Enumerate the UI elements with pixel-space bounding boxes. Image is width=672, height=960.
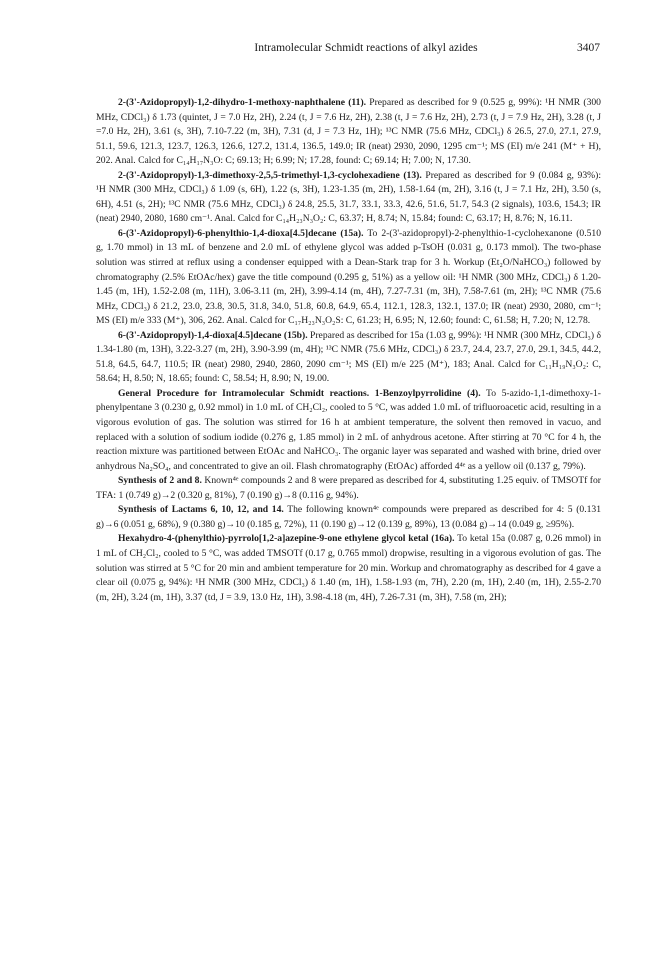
paragraph-text: Prepared as described for 9 (0.525 g, 99%): ¹H NMR (300 MHz, CDCl₃) δ 1.73 (quintet, J = 7.0 Hz, 2H), 2.24 (t, J = 7.6 Hz, 2H), 2.38 (t, J = 7.6 Hz, 2H), 2.73 (t, J = 7.9 Hz, 2H), 3.28 (t, J =7.0 Hz, 2H), 3.61 (s, 3H), 7.10-7.22 (m, 3H), 7.31 (d, J = 7.3 Hz, 1H); ¹³C NMR (75.6 MHz, CDCl₃) δ 26.5, 27.0, 27.1, 27.9, 51.1, 59.6, 121.3, 123.7, 126.3, 126.6, 127.2, 131.4, 136.5, 149.0; IR (neat) 2930, 2090, 1295 cm⁻¹; MS (EI) m/e 241 (M⁺ + H), 202. Anal. Calcd for C₁₄H₁₇N₃O: C; 69.13; H; 6.99; N; 17.28, found: C; 69.14; H; 7.00; N, 17.30. [96,97,601,167]
paragraph-heading: Synthesis of 2 and 8. [118,475,202,487]
paragraph-text: Prepared as described for 9 (0.084 g, 93%): ¹H NMR (300 MHz, CDCl₃) δ 1.09 (s, 6H), 1.22 (s, 3H), 1.23-1.35 (m, 2H), 1.58-1.64 (m, 2H), 3.16 (t, J = 7.1 Hz, 2H), 3.50 (s, 6H), 4.51 (s, 2H); ¹³C NMR (75.6 MHz, CDCl₃) δ 24.8, 25.5, 31.7, 33.1, 33.3, 42.6, 51.6, 51.7, 54.3 (2 signals), 103.6, 154.3; IR (neat) 2940, 2080, 1680 cm⁻¹. Anal. Calcd for C₁₄H₂₃N₃O₂: C, 63.37; H, 8.74; N, 15.84; found: C, 63.17; H, 8.76; N, 16.11. [96,169,602,225]
paragraph-text: Prepared as described for 15a (1.03 g, 99%): ¹H NMR (300 MHz, CDCl₃) δ 1.34-1.80 (m, 13H), 3.22-3.27 (m, 2H), 3.90-3.99 (m, 4H); ¹³C NMR (75.6 MHz, CDCl₃) δ 23.7, 24.4, 23.7, 27.0, 29.1, 34.5, 44.2, 51.8, 64.5, 64.7, 110.5; IR (neat) 2980, 2940, 2860, 2090 cm⁻¹; MS (EI) m/e 225 (M⁺), 183; Anal. Calcd for C₁₁H₁₉N₃O₂: C, 58.64; H, 8.50; N, 18.65; found: C, 58.54; H, 8.90; N, 19.00. [96,329,601,385]
paragraph-heading: 2-(3'-Azidopropyl)-1,3-dimethoxy-2,5,5-trimethyl-1,3-cyclohexadiene (13). [118,169,422,181]
experimental-body [96,96,601,605]
paragraph-text: Known⁴ᵉ compounds 2 and 8 were prepared as described for 4, substituting 1.25 equiv. of TMSOTf for TFA: 1 (0.749 g)→2 (0.320 g, 81%), 7 (0.190 g)→8 (0.116 g, 94%). [96,475,601,501]
paragraph-heading: 6-(3'-Azidopropyl)-1,4-dioxa[4.5]decane (15b). [118,329,308,341]
paragraph-heading: 2-(3'-Azidopropyl)-1,2-dihydro-1-methoxy-naphthalene (11). [118,97,367,108]
paragraph-compound-15b [96,329,601,387]
paragraph-heading: Hexahydro-4-(phenylthio)-pyrrolo[1,2-a]azepine-9-one ethylene glycol ketal (16a). [118,533,455,545]
paragraph-text: The following known⁴ᵉ compounds were prepared as described for 4: 5 (0.131 g)→6 (0.051 g, 68%), 9 (0.380 g)→10 (0.185 g, 72%), 11 (0.190 g)→12 (0.139 g, 89%), 13 (0.084 g)→14 (0.049 g, ≥95%). [96,504,602,530]
paragraph-general-procedure [96,387,601,474]
paragraph-compound-11 [96,96,601,169]
running-header [132,42,600,58]
paragraph-text: To 2-(3'-azidopropyl)-2-phenylthio-1-cyclohexanone (0.510 g, 1.70 mmol) in 13 mL of benzene and 2.0 mL of ethylene glycol was added p-TsOH (0.031 g, 0.173 mmol). The two-phase solution was stirred at reflux using a condenser equipped with a Dean-Stark trap for 3 h. Workup (Et₂O/NaHCO₃) followed by chromatography (2.5% EtOAc/hex) gave the title compound (0.295 g, 51%) as a yellow oil: ¹H NMR (300 MHz, CDCl₃) δ 1.20-1.45 (m, 1H), 1.52-2.08 (m, 11H), 3.06-3.11 (m, 2H), 3.99-4.14 (m, 4H), 7.27-7.31 (m, 3H), 7.58-7.61 (m, 2H); ¹³C NMR (75.6 MHz, CDCl₃) δ 21.2, 23.0, 23.8, 30.5, 31.8, 34.0, 51.8, 60.8, 64.9, 65.4, 112.1, 128.3, 132.1, 137.0; IR (neat) 2930, 2080, cm⁻¹; MS (EI) m/e 333 (M⁺), 306, 262. Anal. Calcd for C₁₇H₂₃N₃O₂S: C, 61.23; H, 6.95; N, 12.60; found: C, 61.58; H, 7.20; N, 12.78. [96,227,601,327]
paragraph-compound-16a [96,532,601,605]
paragraph-synthesis-2-8 [96,474,601,503]
paragraph-text: To ketal 15a (0.087 g, 0.26 mmol) in 1 mL of CH₂Cl₂, cooled to 5 °C, was added TMSOTf (0.17 g, 0.765 mmol) dropwise, resulting in a vigorous evolution of gas. The solution was stirred at 5 °C for 20 min and ambient temperature for 20 min. Workup and chromatography as described for 4 gave a clear oil (0.075 g, 94%): ¹H NMR (300 MHz, CDCl₃) δ 1.40 (m, 1H), 1.58-1.93 (m, 7H), 2.20 (m, 1H), 2.40 (m, 1H), 2.55-2.70 (m, 2H), 3.24 (m, 1H), 3.37 (td, J = 3.9, 13.0 Hz, 1H), 3.98-4.18 (m, 4H), 7.26-7.31 (m, 3H), 7.58 (m, 2H); [96,533,601,603]
paragraph-heading: 6-(3'-Azidopropyl)-6-phenylthio-1,4-dioxa[4.5]decane (15a). [118,227,364,239]
paragraph-text: To 5-azido-1,1-dimethoxy-1-phenylpentane 3 (0.230 g, 0.92 mmol) in 1.0 mL of CH₂Cl₂, cooled to 5 °C, was added 1.0 mL of trifluoroacetic acid, resulting in a vigorous evolution of gas. The solution was stirred for 16 h at ambient temperature, the solvent then removed in vacuo, and replaced with a solution of sodium iodide (0.276 g, 1.85 mmol) in 2 mL of anhydrous acetone. After stirring at 70 °C for 4 h, the reaction mixture was partitioned between EtOAc and NaHCO₃. The organic layer was separated and washed with brine, dried over anhydrous Na₂SO₄, and concentrated to give an oil. Flash chromatography (EtOAc) afforded 4⁴ᵉ as a yellow oil (0.137 g, 79%). [96,387,601,472]
page-number: 3407 [577,42,600,54]
paragraph-compound-15a [96,227,601,329]
paragraph-heading: General Procedure for Intramolecular Schmidt reactions. 1-Benzoylpyrrolidine (4). [118,387,481,399]
paragraph-compound-13 [96,169,601,227]
paragraph-synthesis-lactams [96,503,601,532]
paragraph-heading: Synthesis of Lactams 6, 10, 12, and 14. [118,504,284,516]
running-title: Intramolecular Schmidt reactions of alkyl azides [254,42,478,54]
